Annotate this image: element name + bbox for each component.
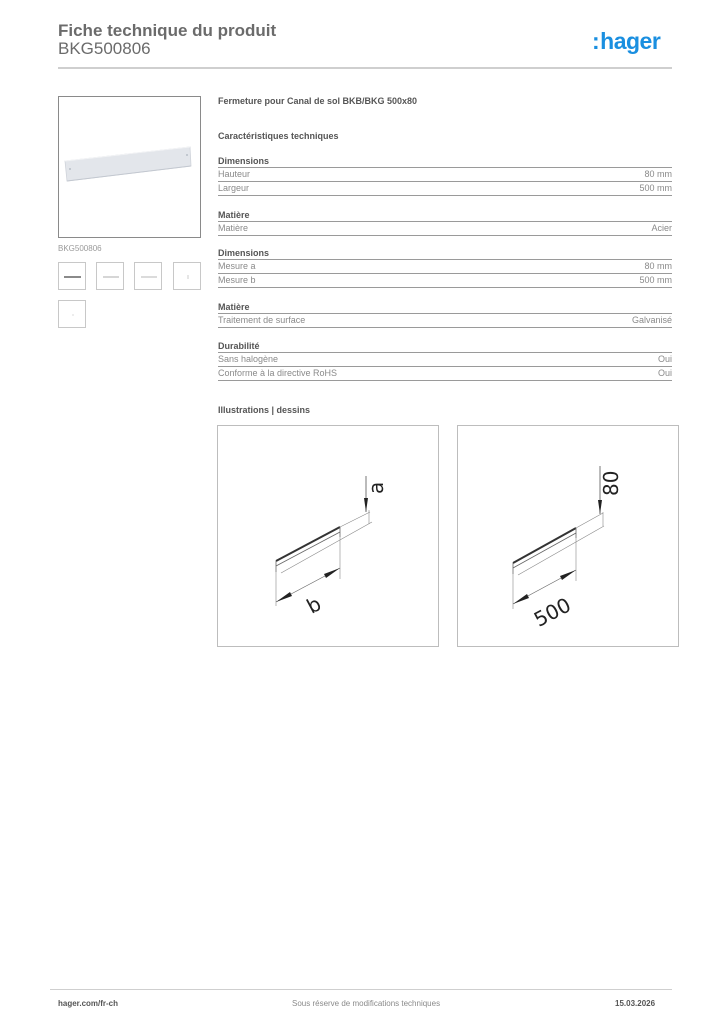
spec-value: 500 mm	[639, 183, 672, 193]
spec-label: Mesure a	[218, 261, 256, 271]
spec-label: Conforme à la directive RoHS	[218, 368, 338, 378]
end-view-thumb-icon	[59, 301, 87, 329]
logo-text: hager	[600, 28, 661, 54]
spec-label: Mesure b	[218, 275, 256, 285]
spec-row	[218, 222, 672, 236]
footer-divider	[50, 989, 672, 990]
header-divider	[58, 67, 672, 69]
height-label: a	[364, 481, 388, 494]
spec-value: Oui	[657, 354, 672, 364]
product-photo-thumb-icon	[59, 263, 87, 291]
spec-row	[218, 168, 672, 182]
spec-label: Traitement de surface	[218, 315, 306, 325]
page-title: Fiche technique du produit	[58, 21, 277, 40]
spec-label: Hauteur	[218, 169, 251, 179]
main-product-image[interactable]	[58, 96, 201, 238]
dimension-drawing-icon	[218, 426, 440, 648]
spec-label: Largeur	[218, 183, 250, 193]
illustrations-heading: Illustrations | dessins	[218, 405, 311, 415]
dimension-drawing-icon	[458, 426, 680, 648]
spec-group-title: Durabilité	[218, 340, 672, 353]
product-code: BKG500806	[58, 39, 151, 58]
logo-prefix: :	[592, 28, 600, 54]
spec-row	[218, 367, 672, 381]
spec-row	[218, 260, 672, 274]
height-label: 80	[599, 470, 623, 496]
spec-value: 80 mm	[644, 169, 672, 179]
footer-website-link[interactable]: hager.com/fr-ch	[58, 999, 119, 1008]
spec-label: Matière	[218, 223, 249, 233]
spec-row	[218, 314, 672, 328]
hager-logo	[592, 28, 660, 55]
cover-plate-image-icon	[59, 97, 202, 239]
side-view-thumb-icon	[174, 263, 202, 291]
thumbnail-end-view[interactable]	[58, 300, 86, 328]
spec-group-durability	[218, 340, 672, 381]
spec-value: Acier	[651, 223, 672, 233]
thumbnail-drawing-1[interactable]	[96, 262, 124, 290]
thumbnail-side-view[interactable]	[173, 262, 201, 290]
spec-group-title: Matière	[218, 209, 672, 222]
spec-group-title: Matière	[218, 301, 672, 314]
thumbnail-drawing-2[interactable]	[134, 262, 162, 290]
spec-row	[218, 274, 672, 288]
image-caption: BKG500806	[58, 244, 102, 253]
spec-value: 80 mm	[644, 261, 672, 271]
spec-group-title: Dimensions	[218, 155, 672, 168]
width-label: b	[302, 591, 326, 619]
spec-group-material	[218, 209, 672, 236]
thumbnail-product-photo[interactable]	[58, 262, 86, 290]
spec-group-dimensions-measures	[218, 247, 672, 288]
width-label: 500	[529, 592, 575, 632]
spec-value: Oui	[657, 368, 672, 378]
spec-group-surface	[218, 301, 672, 328]
footer-disclaimer: Sous réserve de modifications techniques	[292, 999, 441, 1008]
drawing-thumb-icon	[135, 263, 163, 291]
spec-group-title: Dimensions	[218, 247, 672, 260]
illustration-drawing-symbolic[interactable]	[217, 425, 439, 647]
spec-row	[218, 353, 672, 367]
product-title: Fermeture pour Canal de sol BKB/BKG 500x80	[218, 96, 418, 106]
illustration-drawing-dimensioned[interactable]	[457, 425, 679, 647]
footer-date: 15.03.2026	[615, 999, 656, 1008]
spec-label: Sans halogène	[218, 354, 279, 364]
spec-row	[218, 182, 672, 196]
section-heading-technical: Caractéristiques techniques	[218, 131, 339, 141]
drawing-thumb-icon	[97, 263, 125, 291]
spec-group-dimensions	[218, 155, 672, 196]
spec-value: Galvanisé	[631, 315, 672, 325]
spec-value: 500 mm	[639, 275, 672, 285]
